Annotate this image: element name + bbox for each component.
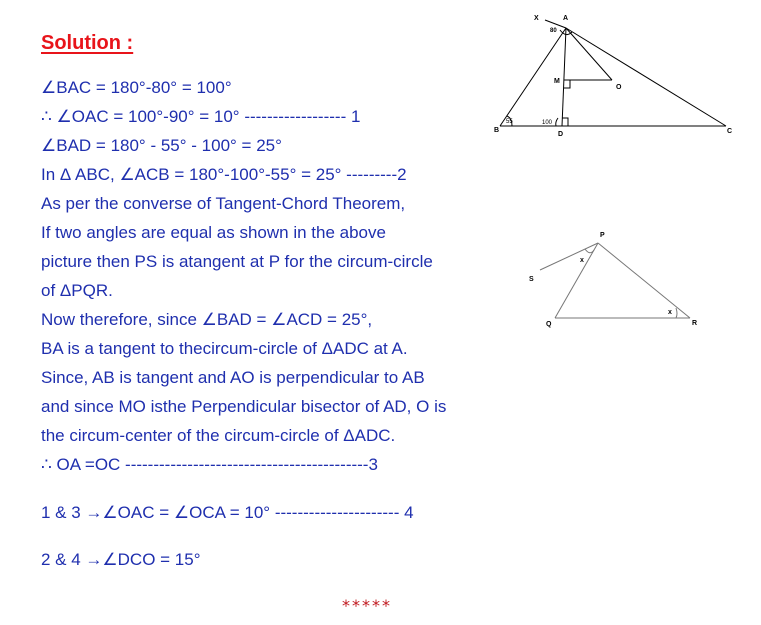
angle-arc-b bbox=[507, 116, 512, 126]
label-p: P bbox=[600, 232, 605, 239]
segment-pr bbox=[598, 243, 690, 318]
angle-arc-a bbox=[560, 30, 572, 35]
step-line-5: As per the converse of Tangent-Chord Theorem, bbox=[41, 194, 406, 213]
segment-ac bbox=[566, 28, 726, 126]
label-s: S bbox=[529, 276, 534, 283]
label-d: D bbox=[558, 131, 564, 138]
angle-55-label: 55 bbox=[506, 119, 513, 125]
label-b: B bbox=[494, 127, 500, 134]
segment-ps bbox=[540, 243, 598, 270]
step-line-7: picture then PS is atangent at P for the circum-circle bbox=[41, 252, 433, 271]
end-stars: ***** bbox=[342, 596, 392, 615]
step-line-13: the circum-center of the circum-circle of ΔADC. bbox=[41, 426, 396, 445]
step-line-1: ∠BAC = 180°-80° = 100° bbox=[41, 78, 232, 97]
angle-arc-d bbox=[556, 118, 558, 126]
label-q: Q bbox=[546, 321, 552, 328]
label-c: C bbox=[727, 128, 733, 135]
label-m: M bbox=[554, 78, 560, 85]
step-line-12: and since MO isthe Perpendicular bisector of AD, O is bbox=[41, 397, 447, 416]
solution-heading: Solution : bbox=[41, 32, 134, 54]
label-o: O bbox=[616, 84, 622, 91]
step-line-3: ∠BAD = 180° - 55° - 100° = 25° bbox=[41, 136, 282, 155]
angle-100-label: 100 bbox=[542, 120, 553, 126]
label-a: A bbox=[563, 15, 569, 22]
right-angle-m bbox=[564, 80, 570, 88]
segment-ba bbox=[500, 28, 566, 126]
step-line-2: ∴ ∠OAC = 100°-90° = 10° ------------------ 1 bbox=[41, 107, 361, 126]
right-angle-d bbox=[562, 118, 568, 126]
angle-x-label-p: x bbox=[580, 257, 584, 264]
label-r: R bbox=[692, 320, 698, 327]
step-line-9: Now therefore, since ∠BAD = ∠ACD = 25°, bbox=[41, 310, 373, 329]
step-line-6: If two angles are equal as shown in the above bbox=[41, 223, 386, 242]
segment-ao bbox=[566, 28, 612, 80]
segment-qp bbox=[555, 243, 598, 318]
step-line-8: of ΔPQR. bbox=[41, 281, 113, 300]
step-line-16: 2 & 4 →∠DCO = 15° bbox=[41, 550, 201, 569]
step-line-14: ∴ OA =OC -------------------------------------------3 bbox=[41, 455, 378, 474]
label-x: X bbox=[534, 15, 539, 22]
angle-x-label-r: x bbox=[668, 309, 672, 316]
angle-80-label: 80 bbox=[550, 28, 557, 34]
segment-ad bbox=[562, 28, 566, 126]
angle-arc-p bbox=[585, 249, 594, 253]
step-line-4: In Δ ABC, ∠ACB = 180°-100°-55° = 25° ---------2 bbox=[41, 165, 407, 184]
step-line-10: BA is a tangent to thecircum-circle of ΔADC at A. bbox=[41, 339, 408, 358]
angle-arc-r bbox=[676, 308, 677, 318]
step-line-11: Since, AB is tangent and AO is perpendicular to AB bbox=[41, 368, 425, 387]
step-line-15: 1 & 3 →∠OAC = ∠OCA = 10° ---------------------- 4 bbox=[41, 503, 414, 522]
segment-ax bbox=[545, 20, 566, 28]
